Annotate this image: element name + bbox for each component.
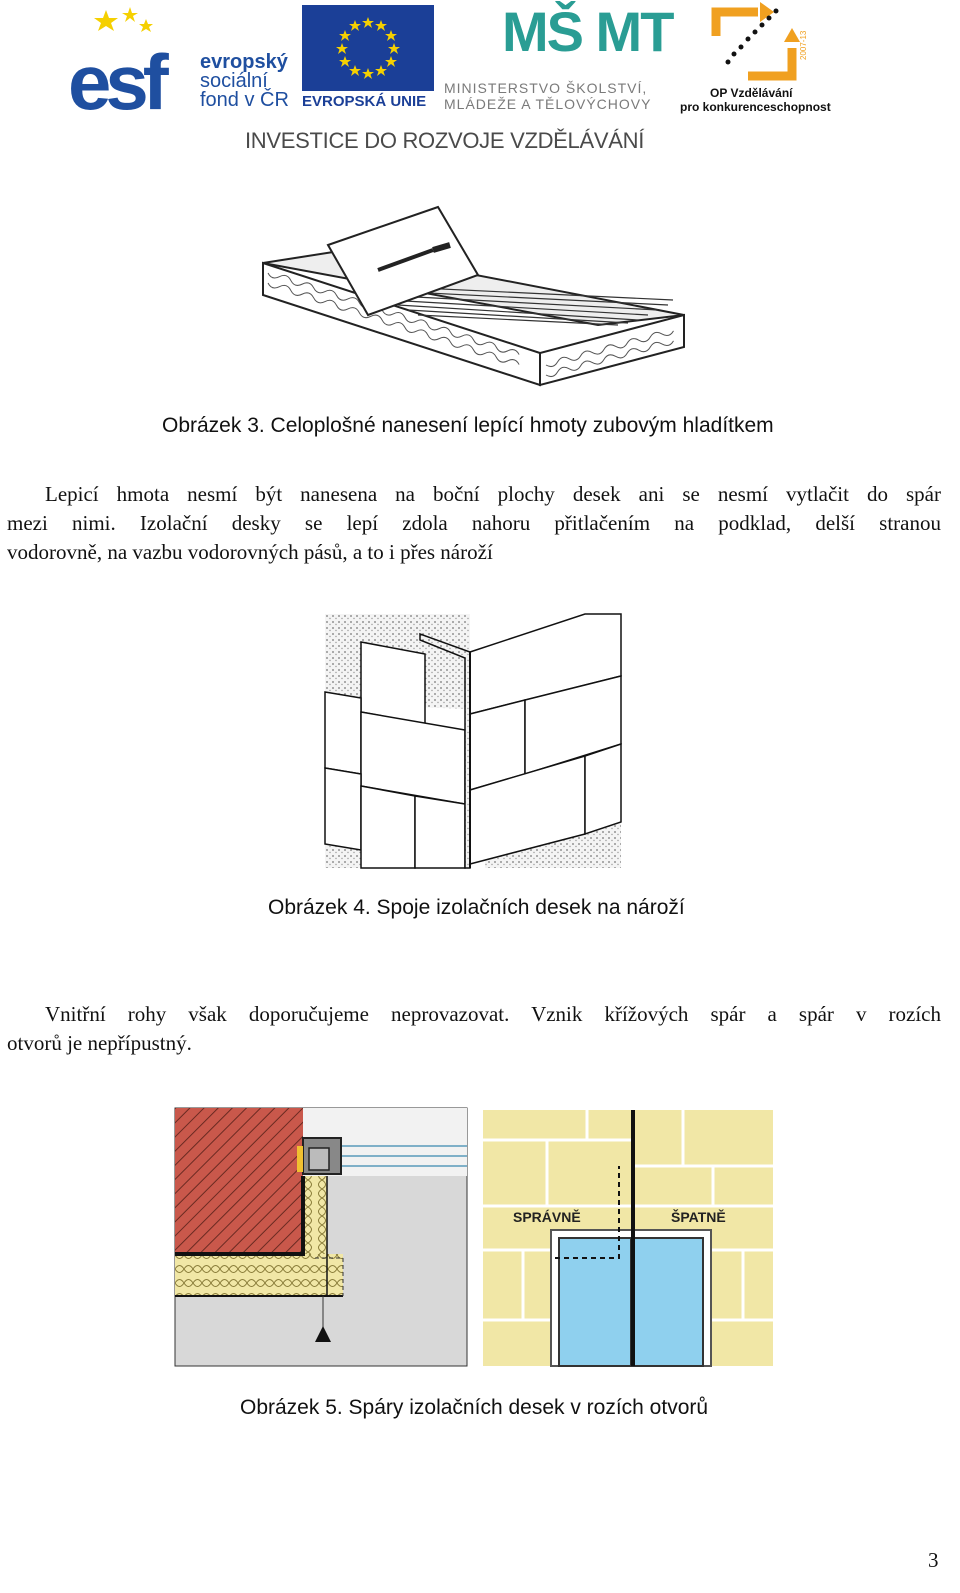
figure4-caption: Obrázek 4. Spoje izolačních desek na nároží — [268, 896, 685, 919]
esf-line1: evropský — [200, 51, 288, 73]
figure3-illustration — [228, 195, 724, 405]
eu-logo — [302, 5, 434, 113]
msmt-mark: MŠ MT — [502, 0, 673, 63]
op-logo — [680, 2, 830, 114]
paragraph1-line1: Lepicí hmota nesmí být nanesena na boční plochy desek ani se nesmí vytlačit do spár — [45, 482, 941, 506]
label-wrong: ŠPATNĚ — [671, 1209, 726, 1225]
esf-text — [200, 53, 289, 110]
msmt-logo — [444, 0, 673, 112]
eu-flag-icon — [302, 5, 434, 91]
paragraph2-line1: Vnitřní rohy však doporučujeme neprovazovat. Vznik křížových spár a spár v rozích — [45, 1002, 941, 1026]
figure5-elevation — [483, 1110, 773, 1366]
figure3-caption: Obrázek 3. Celoplošné nanesení lepící hmoty zubovým hladítkem — [162, 414, 774, 437]
paragraph2-line2: otvorů je nepřípustný. — [7, 1031, 192, 1055]
banner-text: INVESTICE DO ROZVOJE VZDĚLÁVÁNÍ — [245, 128, 645, 153]
op-line2: pro konkurenceschopnost — [680, 100, 831, 114]
esf-line2: sociální — [200, 70, 268, 92]
label-correct: SPRÁVNĚ — [513, 1209, 581, 1225]
paragraph1-line3: vodorovně, na vazbu vodorovných pásů, a to i přes nároží — [7, 540, 493, 564]
paragraph2 — [7, 1000, 941, 1058]
msmt-line2: MLÁDEŽE A TĚLOVÝCHOVY — [444, 96, 652, 112]
paragraph1-line2: mezi nimi. Izolační desky se lepí zdola nahoru přitlačením na podklad, delší stranou — [7, 511, 941, 535]
figure5-section-detail — [175, 1108, 467, 1366]
svg-text:esf: esf — [68, 38, 163, 126]
op-line1: OP Vzdělávání — [710, 86, 793, 100]
page-number: 3 — [928, 1548, 939, 1572]
header — [0, 0, 960, 160]
figure4-illustration — [325, 614, 621, 868]
paragraph1 — [7, 480, 941, 567]
esf-line3: fond v ČR — [200, 89, 289, 111]
op-years-text: 2007-13 — [799, 30, 808, 60]
figure5-caption: Obrázek 5. Spáry izolačních desek v rozích otvorů — [240, 1396, 709, 1419]
eu-label: EVROPSKÁ UNIE — [302, 93, 427, 110]
esf-logo — [68, 5, 298, 126]
op-emblem-icon — [708, 2, 808, 84]
msmt-line1: MINISTERSTVO ŠKOLSTVÍ, — [444, 80, 648, 96]
esf-emblem-icon — [68, 5, 193, 126]
